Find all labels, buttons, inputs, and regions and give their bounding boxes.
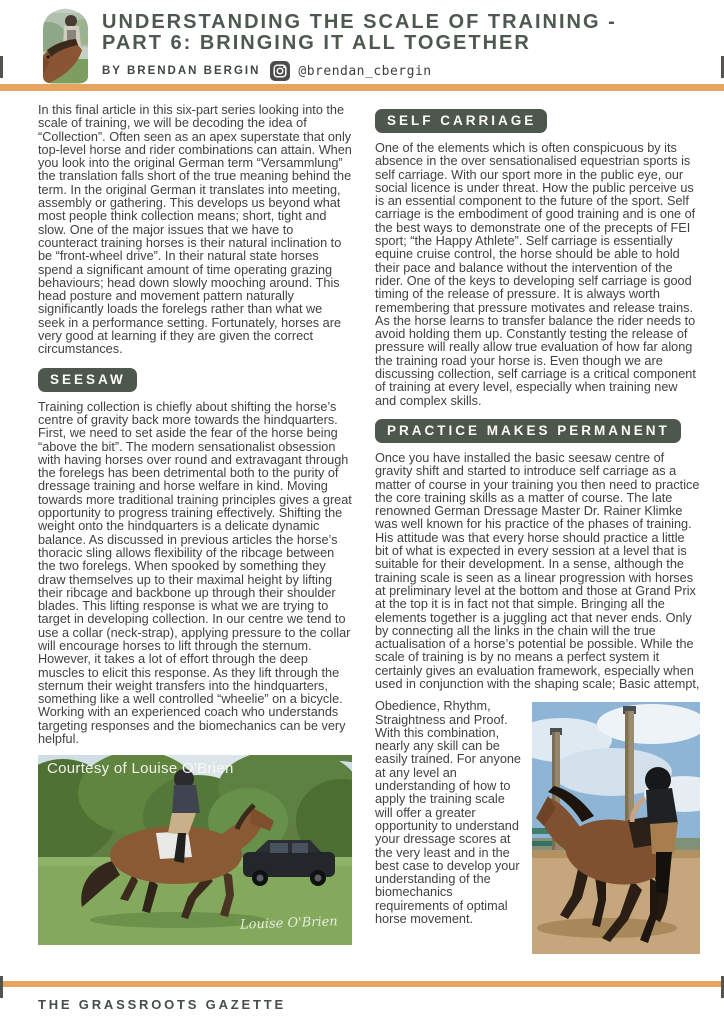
section-heading-seesaw: SEESAW — [38, 368, 137, 392]
instagram-handle: @brendan_cbergin — [298, 63, 432, 79]
practice-paragraph-wrapped: Obedience, Rhythm, Straightness and Proof. With this combination, nearly any skill can be easily trained. For anyone at any level an understanding of how to apply the training scale will offer a greater opportunity to understand your dressage scores at the very least and in the best case to develop your understanding of the biomechanics requirements of optimal horse movement. — [375, 699, 521, 927]
photo-watermark: Louise O'Brien — [240, 914, 339, 934]
photo-caption: Courtesy of Louise O'Brien — [47, 760, 234, 778]
self-carriage-paragraph: One of the elements which is often conspicuous by its absence in the over sensationalised equestrian sports is self carriage. With our sport more in the public eye, our social licence is under threat. How the public perceive us is an essential component to the future of the sport. Self carriage is the embodiment of good training and is one of the best ways to demonstrate one of the precepts of FEI sport; “the Happy Athlete”. Self carriage is essentially equine cruise control, the horse should be able to hold their pace and balance without the intervention of the rider. One of the keys to developing self carriage is good timing of the release of pressure. It is always worth remembering that pressure motivates and release trains. As the horse learns to transfer balance the rider needs to avoid holding them up. Constantly testing the release of pressure will really allow true evaluation of how far along the training road your horse is. Even though we are discussing collection, self carriage is a critical component of training at every level, especially when training new and complex skills. — [375, 141, 696, 408]
right-column — [375, 104, 700, 954]
byline-author: BY BRENDAN BERGIN — [102, 65, 261, 77]
horse-rider-thumbnail-illustration — [38, 7, 93, 84]
practice-wrap-block — [375, 700, 700, 954]
left-article-photo — [38, 755, 352, 945]
right-article-photo — [532, 702, 700, 954]
practice-paragraph: Once you have installed the basic seesaw centre of gravity shift and started to introduce self carriage as a matter of course in your training you then need to practice the core training skills as a matter of course. The late renowned German Dressage Master Dr. Rainer Klimke was well known for his practice of the phases of training. His attitude was that every horse should practice a little bit of what is expected in every session at a level that is suitable for their development. In a sense, although the training scale is seen as a linear progression with horses at preliminary level at the bottom and those at Grand Prix at the top it is in fact not that simple. Bringing all the elements together is a juggling act that never ends. Only by connecting all the links in the chain will the true actualisation of a horse’s potential be possible. While the scale of training is by no means a perfect system it certainly gives an evaluation framework, especially when used in conjunction with the shaping scale; Basic attempt, — [375, 450, 700, 691]
intro-paragraph: In this final article in this six-part series looking into the scale of training, we will be decoding the idea of “Collection”. Often seen as an apex superstate that only top-level horse and rider combinations can attain. When you look into the original German term “Versammlung” the translation falls short of the true meaning behind the term. In the original German it translates into meeting, assembly or gathering. This develops us beyond what most people think collection means; short, tight and slow. One of the major issues that we have to counteract training horses is their natural inclination to be “front-wheel drive”. In their natural state horses spend a significant amount of time operating grazing behaviours; head down slowly mooching around. This head posture and movement pattern naturally significantly loads the forelegs rather than what we seek in a performance setting. Fortunately, horses are very good at learning if they are given the correct circumstances. — [38, 103, 352, 357]
publication-name: THE GRASSROOTS GAZETTE — [38, 997, 286, 1012]
section-heading-self-carriage: SELF CARRIAGE — [375, 109, 547, 133]
page-edge-mark — [0, 976, 3, 998]
accent-bar-bottom — [0, 981, 724, 987]
seesaw-paragraph: Training collection is chiefly about shifting the horse’s centre of gravity back more towards the hindquarters. First, we need to set aside the fear of the horse being “above the bit”. The modern sensationalist obsession with having horses over round and extravagant through the forelegs has been detrimental both to the purity of dressage training and horse welfare in kind. Moving towards more traditional training principles gives a great opportunity to progress training effectively. Shifting the weight onto the hindquarters is a delicate dynamic balance. As discussed in previous articles the horse’s thoracic sling allows flexibility of the ribcage between the two forelegs. When spooked by something they draw themselves up to their maximal height by lifting their ribcage and backbone up through their shoulder blades. This lifting response is what we are trying to target in developing collection. In our centre we tend to use a collar (neck-strap), applying pressure to the collar will encourage horses to lift through the sternum. However, it takes a lot of effort through the deep muscles to elicit this response. As they lift through the sternum their weight transfers into the hindquarters, something like a well controlled “wheelie” on a bicycle. Working with an experienced coach who understands targeting responses and the biomechanics can be very helpful. — [38, 399, 352, 747]
page-title-line1: UNDERSTANDING THE SCALE OF TRAINING - — [102, 11, 617, 33]
left-column — [38, 104, 352, 954]
article-columns — [38, 104, 700, 954]
page-edge-mark — [0, 56, 3, 78]
accent-bar-top — [0, 84, 724, 91]
section-heading-practice: PRACTICE MAKES PERMANENT — [375, 419, 681, 443]
instagram-icon — [270, 61, 290, 81]
byline — [102, 61, 617, 81]
header-text-block — [102, 7, 617, 81]
article-header — [38, 7, 617, 84]
arena-horse-photo-scene — [532, 702, 700, 954]
page-title-line2: PART 6: BRINGING IT ALL TOGETHER — [102, 32, 531, 54]
